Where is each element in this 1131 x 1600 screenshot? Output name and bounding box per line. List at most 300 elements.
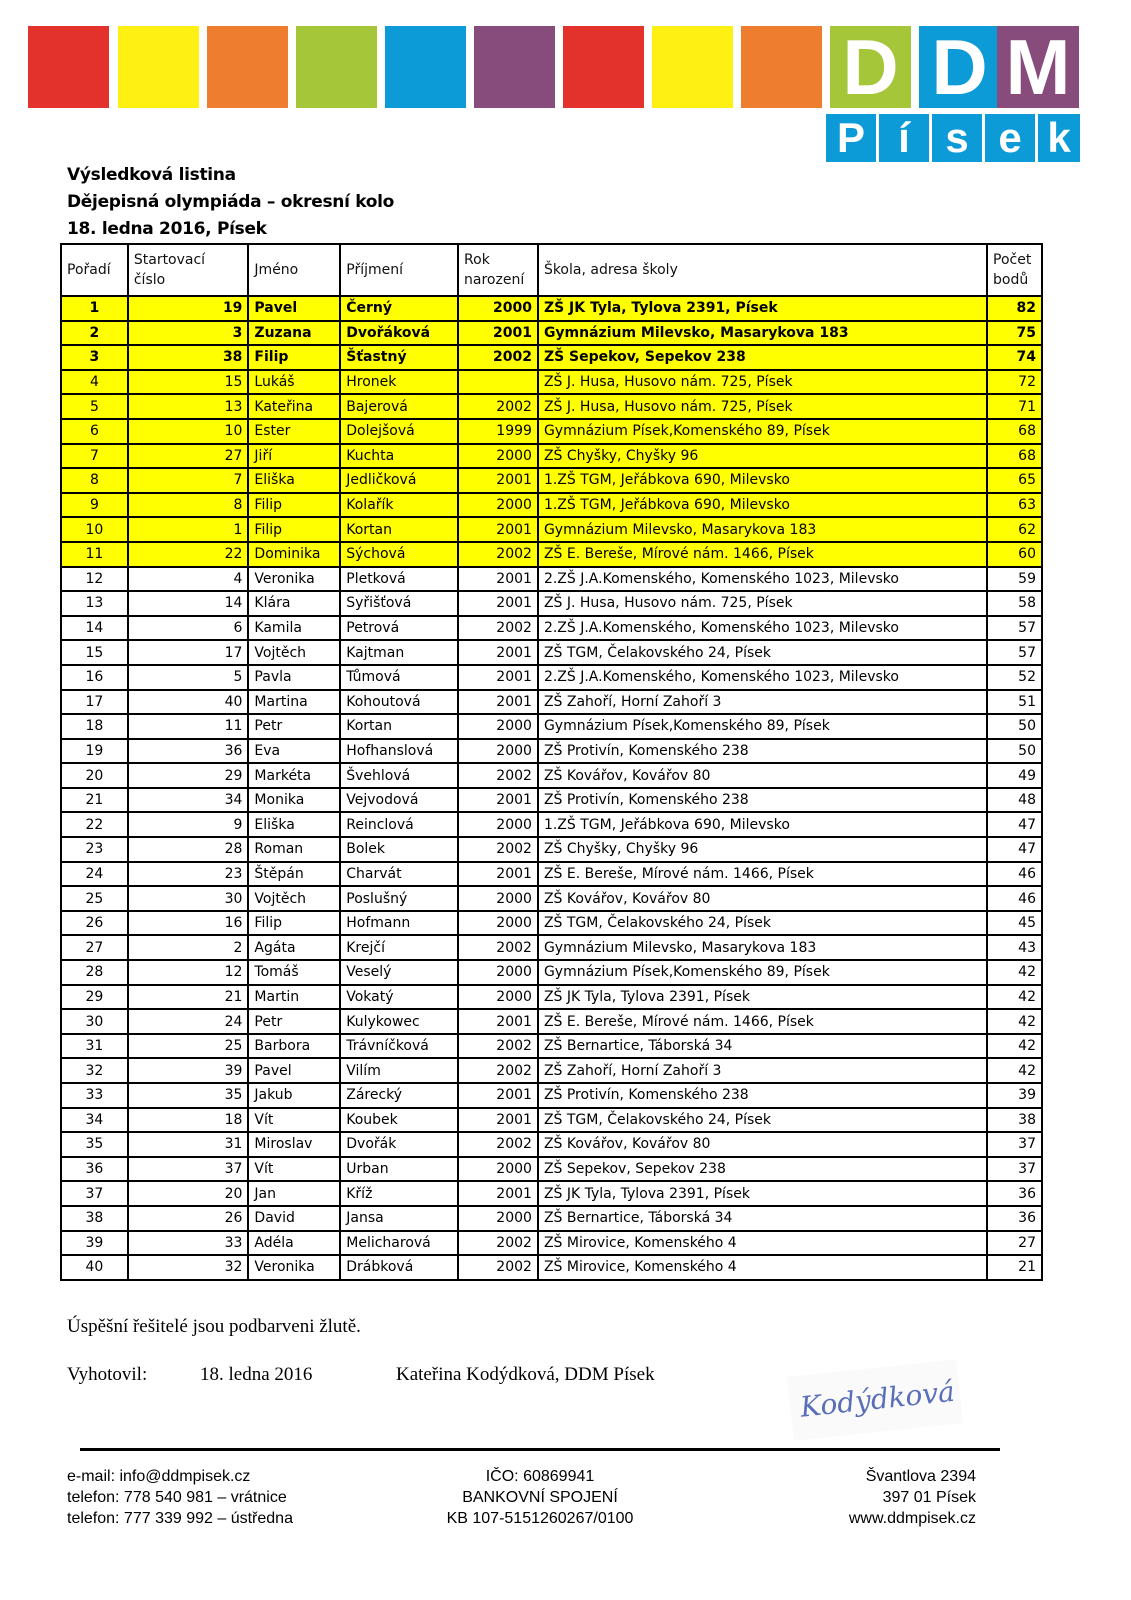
cell-birth-year: 2001 [458,788,538,813]
cell-points: 71 [987,394,1042,419]
cell-birth-year: 2000 [458,960,538,985]
cell-last-name: Hofhanslová [340,739,458,764]
cell-school: ZŠ Mirovice, Komenského 4 [538,1255,987,1280]
cell-last-name: Vokatý [340,985,458,1010]
header-start-number: Startovací číslo [128,244,249,296]
cell-rank: 33 [61,1083,128,1108]
cell-last-name: Bajerová [340,394,458,419]
table-row [61,1181,1042,1206]
table-row [61,788,1042,813]
cell-birth-year: 2002 [458,542,538,567]
footer-bank-account: KB 107-5151260267/0100 [446,1510,634,1527]
table-row [61,1009,1042,1034]
cell-points: 50 [987,714,1042,739]
cell-last-name: Bolek [340,837,458,862]
cell-school: 1.ZŠ TGM, Jeřábkova 690, Milevsko [538,493,987,518]
cell-points: 43 [987,935,1042,960]
cell-first-name: Filip [248,493,340,518]
cell-points: 37 [987,1132,1042,1157]
cell-last-name: Trávníčková [340,1034,458,1059]
logo-sub-k: k [1038,114,1080,162]
cell-rank: 40 [61,1255,128,1280]
cell-start-number: 16 [128,911,249,936]
table-row [61,739,1042,764]
cell-rank: 30 [61,1009,128,1034]
cell-birth-year: 2000 [458,444,538,469]
logo-bar-red-2 [563,26,644,108]
cell-start-number: 29 [128,763,249,788]
cell-start-number: 8 [128,493,249,518]
cell-last-name: Dvořák [340,1132,458,1157]
cell-school: Gymnázium Milevsko, Masarykova 183 [538,321,987,346]
cell-school: Gymnázium Písek,Komenského 89, Písek [538,714,987,739]
cell-last-name: Syřišťová [340,591,458,616]
cell-last-name: Tůmová [340,665,458,690]
table-row [61,444,1042,469]
cell-rank: 39 [61,1231,128,1256]
cell-points: 47 [987,812,1042,837]
cell-rank: 12 [61,567,128,592]
cell-birth-year: 2001 [458,690,538,715]
table-row [61,935,1042,960]
cell-rank: 24 [61,862,128,887]
cell-first-name: Klára [248,591,340,616]
cell-birth-year: 2001 [458,1009,538,1034]
footer-email: e-mail: info@ddmpisek.cz [67,1468,251,1485]
cell-points: 47 [987,837,1042,862]
cell-birth-year: 2002 [458,935,538,960]
cell-first-name: Dominika [248,542,340,567]
cell-last-name: Kajtman [340,640,458,665]
cell-last-name: Hronek [340,370,458,395]
table-row [61,763,1042,788]
cell-rank: 36 [61,1157,128,1182]
cell-start-number: 7 [128,468,249,493]
cell-points: 68 [987,444,1042,469]
cell-points: 49 [987,763,1042,788]
cell-first-name: Adéla [248,1231,340,1256]
cell-last-name: Reinclová [340,812,458,837]
cell-rank: 14 [61,616,128,641]
cell-points: 52 [987,665,1042,690]
cell-last-name: Jansa [340,1206,458,1231]
cell-school: 2.ZŠ J.A.Komenského, Komenského 1023, Milevsko [538,616,987,641]
document-heading [67,162,394,243]
cell-rank: 9 [61,493,128,518]
logo-bar-green [296,26,377,108]
cell-birth-year: 2000 [458,812,538,837]
cell-points: 46 [987,862,1042,887]
cell-points: 63 [987,493,1042,518]
cell-first-name: Roman [248,837,340,862]
cell-school: ZŠ Kovářov, Kovářov 80 [538,763,987,788]
cell-birth-year: 2002 [458,1058,538,1083]
cell-school: ZŠ Chyšky, Chyšky 96 [538,837,987,862]
logo-sub-e: e [985,114,1035,162]
cell-start-number: 33 [128,1231,249,1256]
cell-first-name: Veronika [248,1255,340,1280]
cell-rank: 11 [61,542,128,567]
header-birth-year: Rok narození [458,244,538,296]
cell-points: 51 [987,690,1042,715]
document-date-place: 18. ledna 2016, Písek [67,219,267,239]
cell-school: ZŠ Mirovice, Komenského 4 [538,1231,987,1256]
cell-rank: 2 [61,321,128,346]
cell-first-name: Eliška [248,468,340,493]
cell-first-name: Veronika [248,567,340,592]
cell-last-name: Černý [340,296,458,321]
cell-rank: 4 [61,370,128,395]
signature: Kodýdková [787,1359,963,1440]
cell-first-name: Filip [248,345,340,370]
cell-birth-year: 2000 [458,886,538,911]
cell-school: ZŠ Zahoří, Horní Zahoří 3 [538,690,987,715]
cell-start-number: 23 [128,862,249,887]
cell-birth-year: 2002 [458,1034,538,1059]
cell-rank: 13 [61,591,128,616]
made-by-label: Vyhotovil: [67,1364,148,1385]
footer-website: www.ddmpisek.cz [848,1510,976,1527]
footer-bank-label: BANKOVNÍ SPOJENÍ [462,1489,618,1506]
cell-rank: 29 [61,985,128,1010]
cell-start-number: 37 [128,1157,249,1182]
results-body [61,296,1042,1280]
table-header-row [61,244,1042,296]
cell-start-number: 18 [128,1108,249,1133]
cell-first-name: Vít [248,1157,340,1182]
cell-rank: 19 [61,739,128,764]
cell-school: ZŠ J. Husa, Husovo nám. 725, Písek [538,591,987,616]
cell-birth-year: 2002 [458,763,538,788]
cell-start-number: 15 [128,370,249,395]
cell-start-number: 13 [128,394,249,419]
logo-bar-purple [474,26,555,108]
cell-rank: 22 [61,812,128,837]
cell-rank: 32 [61,1058,128,1083]
cell-first-name: Lukáš [248,370,340,395]
cell-school: ZŠ JK Tyla, Tylova 2391, Písek [538,296,987,321]
cell-rank: 25 [61,886,128,911]
header-school: Škola, adresa školy [538,244,987,296]
cell-school: ZŠ Protivín, Komenského 238 [538,739,987,764]
cell-start-number: 9 [128,812,249,837]
table-row [61,591,1042,616]
cell-points: 50 [987,739,1042,764]
cell-rank: 37 [61,1181,128,1206]
cell-first-name: Filip [248,517,340,542]
cell-school: ZŠ Chyšky, Chyšky 96 [538,444,987,469]
table-row [61,296,1042,321]
logo-letter-d1: D [830,26,911,108]
table-row [61,394,1042,419]
cell-start-number: 11 [128,714,249,739]
cell-school: ZŠ Zahoří, Horní Zahoří 3 [538,1058,987,1083]
logo-letter-m: M [997,26,1079,108]
cell-rank: 7 [61,444,128,469]
cell-first-name: Miroslav [248,1132,340,1157]
cell-first-name: Vojtěch [248,886,340,911]
cell-school: ZŠ J. Husa, Husovo nám. 725, Písek [538,394,987,419]
cell-start-number: 3 [128,321,249,346]
cell-first-name: Jan [248,1181,340,1206]
cell-start-number: 1 [128,517,249,542]
cell-first-name: Pavel [248,296,340,321]
cell-birth-year: 2002 [458,1132,538,1157]
cell-last-name: Šťastný [340,345,458,370]
cell-school: ZŠ TGM, Čelakovského 24, Písek [538,640,987,665]
cell-points: 42 [987,1009,1042,1034]
table-row [61,321,1042,346]
cell-start-number: 25 [128,1034,249,1059]
footer-ico: IČO: 60869941 [485,1468,595,1485]
cell-last-name: Vejvodová [340,788,458,813]
table-row [61,640,1042,665]
cell-rank: 3 [61,345,128,370]
cell-school: ZŠ JK Tyla, Tylova 2391, Písek [538,985,987,1010]
cell-start-number: 36 [128,739,249,764]
header-rank: Pořadí [61,244,128,296]
cell-rank: 23 [61,837,128,862]
cell-school: ZŠ TGM, Čelakovského 24, Písek [538,911,987,936]
cell-start-number: 32 [128,1255,249,1280]
cell-last-name: Veselý [340,960,458,985]
cell-start-number: 21 [128,985,249,1010]
cell-birth-year [458,370,538,395]
cell-first-name: Martin [248,985,340,1010]
cell-first-name: Kateřina [248,394,340,419]
cell-birth-year: 2001 [458,321,538,346]
cell-start-number: 40 [128,690,249,715]
cell-points: 74 [987,345,1042,370]
cell-last-name: Kohoutová [340,690,458,715]
table-row [61,665,1042,690]
cell-first-name: Ester [248,419,340,444]
cell-birth-year: 2001 [458,1083,538,1108]
cell-start-number: 27 [128,444,249,469]
table-row [61,690,1042,715]
footer-street: Švantlova 2394 [865,1468,976,1485]
cell-birth-year: 2001 [458,468,538,493]
table-row [61,714,1042,739]
table-row [61,370,1042,395]
cell-points: 72 [987,370,1042,395]
cell-first-name: Martina [248,690,340,715]
cell-birth-year: 2002 [458,1231,538,1256]
cell-school: Gymnázium Milevsko, Masarykova 183 [538,517,987,542]
table-row [61,862,1042,887]
cell-last-name: Krejčí [340,935,458,960]
cell-rank: 18 [61,714,128,739]
cell-last-name: Charvát [340,862,458,887]
cell-first-name: Petr [248,714,340,739]
cell-last-name: Sýchová [340,542,458,567]
cell-first-name: Agáta [248,935,340,960]
cell-start-number: 12 [128,960,249,985]
cell-first-name: Pavel [248,1058,340,1083]
logo-sub-s: s [932,114,982,162]
logo-sub-i: í [879,114,929,162]
table-row [61,837,1042,862]
cell-school: ZŠ Bernartice, Táborská 34 [538,1206,987,1231]
logo-bar-orange-2 [741,26,822,108]
cell-rank: 1 [61,296,128,321]
cell-points: 57 [987,616,1042,641]
cell-points: 38 [987,1108,1042,1133]
cell-start-number: 5 [128,665,249,690]
cell-school: 2.ZŠ J.A.Komenského, Komenského 1023, Milevsko [538,665,987,690]
footer-city: 397 01 Písek [882,1489,976,1506]
cell-rank: 26 [61,911,128,936]
cell-points: 45 [987,911,1042,936]
cell-last-name: Kříž [340,1181,458,1206]
cell-birth-year: 2000 [458,1206,538,1231]
cell-points: 75 [987,321,1042,346]
cell-school: ZŠ JK Tyla, Tylova 2391, Písek [538,1181,987,1206]
cell-school: ZŠ Kovářov, Kovářov 80 [538,1132,987,1157]
cell-points: 39 [987,1083,1042,1108]
table-row [61,960,1042,985]
cell-points: 36 [987,1181,1042,1206]
cell-last-name: Dolejšová [340,419,458,444]
header-points: Počet bodů [987,244,1042,296]
cell-birth-year: 2000 [458,1157,538,1182]
cell-birth-year: 2001 [458,1181,538,1206]
cell-points: 82 [987,296,1042,321]
cell-points: 58 [987,591,1042,616]
cell-school: ZŠ J. Husa, Husovo nám. 725, Písek [538,370,987,395]
cell-rank: 16 [61,665,128,690]
cell-rank: 8 [61,468,128,493]
cell-last-name: Petrová [340,616,458,641]
table-row [61,616,1042,641]
cell-first-name: Monika [248,788,340,813]
table-row [61,1255,1042,1280]
cell-points: 27 [987,1231,1042,1256]
table-row [61,812,1042,837]
cell-school: 1.ZŠ TGM, Jeřábkova 690, Milevsko [538,468,987,493]
table-row [61,1132,1042,1157]
table-row [61,1058,1042,1083]
cell-rank: 34 [61,1108,128,1133]
footer-phone-main: telefon: 777 339 992 – ústředna [67,1510,293,1527]
document-subtitle: Dějepisná olympiáda – okresní kolo [67,192,395,212]
cell-start-number: 30 [128,886,249,911]
logo-bar-yellow [118,26,199,108]
logo-sub-p: P [826,114,876,162]
footer-address [776,1466,976,1529]
header-first-name: Jméno [248,244,340,296]
cell-last-name: Kolařík [340,493,458,518]
logo-bar-red [28,26,109,108]
cell-start-number: 19 [128,296,249,321]
cell-birth-year: 2001 [458,591,538,616]
cell-first-name: Eva [248,739,340,764]
cell-last-name: Koubek [340,1108,458,1133]
logo-letter-d2: D [919,26,1000,108]
footer-divider [80,1448,1000,1451]
cell-first-name: David [248,1206,340,1231]
table-row [61,1034,1042,1059]
cell-school: Gymnázium Milevsko, Masarykova 183 [538,935,987,960]
cell-first-name: Kamila [248,616,340,641]
table-row [61,985,1042,1010]
cell-rank: 20 [61,763,128,788]
table-row [61,1231,1042,1256]
cell-start-number: 14 [128,591,249,616]
cell-first-name: Jakub [248,1083,340,1108]
cell-birth-year: 2001 [458,665,538,690]
cell-rank: 28 [61,960,128,985]
cell-last-name: Kuchta [340,444,458,469]
cell-start-number: 24 [128,1009,249,1034]
cell-school: Gymnázium Písek,Komenského 89, Písek [538,960,987,985]
cell-points: 68 [987,419,1042,444]
cell-first-name: Eliška [248,812,340,837]
table-row [61,1083,1042,1108]
logo-bar-yellow-2 [652,26,733,108]
cell-school: ZŠ E. Bereše, Mírové nám. 1466, Písek [538,542,987,567]
table-row [61,493,1042,518]
table-row [61,886,1042,911]
cell-birth-year: 2002 [458,394,538,419]
highlight-note: Úspěšní řešitelé jsou podbarveni žlutě. [67,1316,361,1337]
cell-start-number: 20 [128,1181,249,1206]
cell-birth-year: 2001 [458,862,538,887]
cell-points: 42 [987,985,1042,1010]
cell-school: 1.ZŠ TGM, Jeřábkova 690, Milevsko [538,812,987,837]
cell-school: ZŠ Protivín, Komenského 238 [538,788,987,813]
cell-start-number: 28 [128,837,249,862]
cell-last-name: Zárecký [340,1083,458,1108]
cell-school: ZŠ E. Bereše, Mírové nám. 1466, Písek [538,1009,987,1034]
cell-first-name: Barbora [248,1034,340,1059]
logo-bar-blue [385,26,466,108]
cell-last-name: Kortan [340,517,458,542]
cell-last-name: Pletková [340,567,458,592]
cell-first-name: Tomáš [248,960,340,985]
cell-last-name: Hofmann [340,911,458,936]
table-row [61,1206,1042,1231]
cell-last-name: Melicharová [340,1231,458,1256]
cell-first-name: Štěpán [248,862,340,887]
cell-last-name: Dvořáková [340,321,458,346]
table-row [61,542,1042,567]
cell-birth-year: 2001 [458,567,538,592]
cell-first-name: Markéta [248,763,340,788]
cell-start-number: 17 [128,640,249,665]
cell-last-name: Poslušný [340,886,458,911]
footer-phone-gate: telefon: 778 540 981 – vrátnice [67,1489,287,1506]
cell-start-number: 2 [128,935,249,960]
cell-school: Gymnázium Písek,Komenského 89, Písek [538,419,987,444]
table-row [61,419,1042,444]
cell-birth-year: 2001 [458,1108,538,1133]
cell-first-name: Vojtěch [248,640,340,665]
cell-start-number: 39 [128,1058,249,1083]
cell-school: ZŠ Sepekov, Sepekov 238 [538,1157,987,1182]
cell-start-number: 31 [128,1132,249,1157]
cell-first-name: Zuzana [248,321,340,346]
cell-birth-year: 2002 [458,837,538,862]
table-row [61,468,1042,493]
cell-school: ZŠ Protivín, Komenského 238 [538,1083,987,1108]
table-row [61,911,1042,936]
cell-birth-year: 2002 [458,616,538,641]
cell-points: 37 [987,1157,1042,1182]
cell-start-number: 6 [128,616,249,641]
cell-birth-year: 2000 [458,296,538,321]
table-row [61,1108,1042,1133]
